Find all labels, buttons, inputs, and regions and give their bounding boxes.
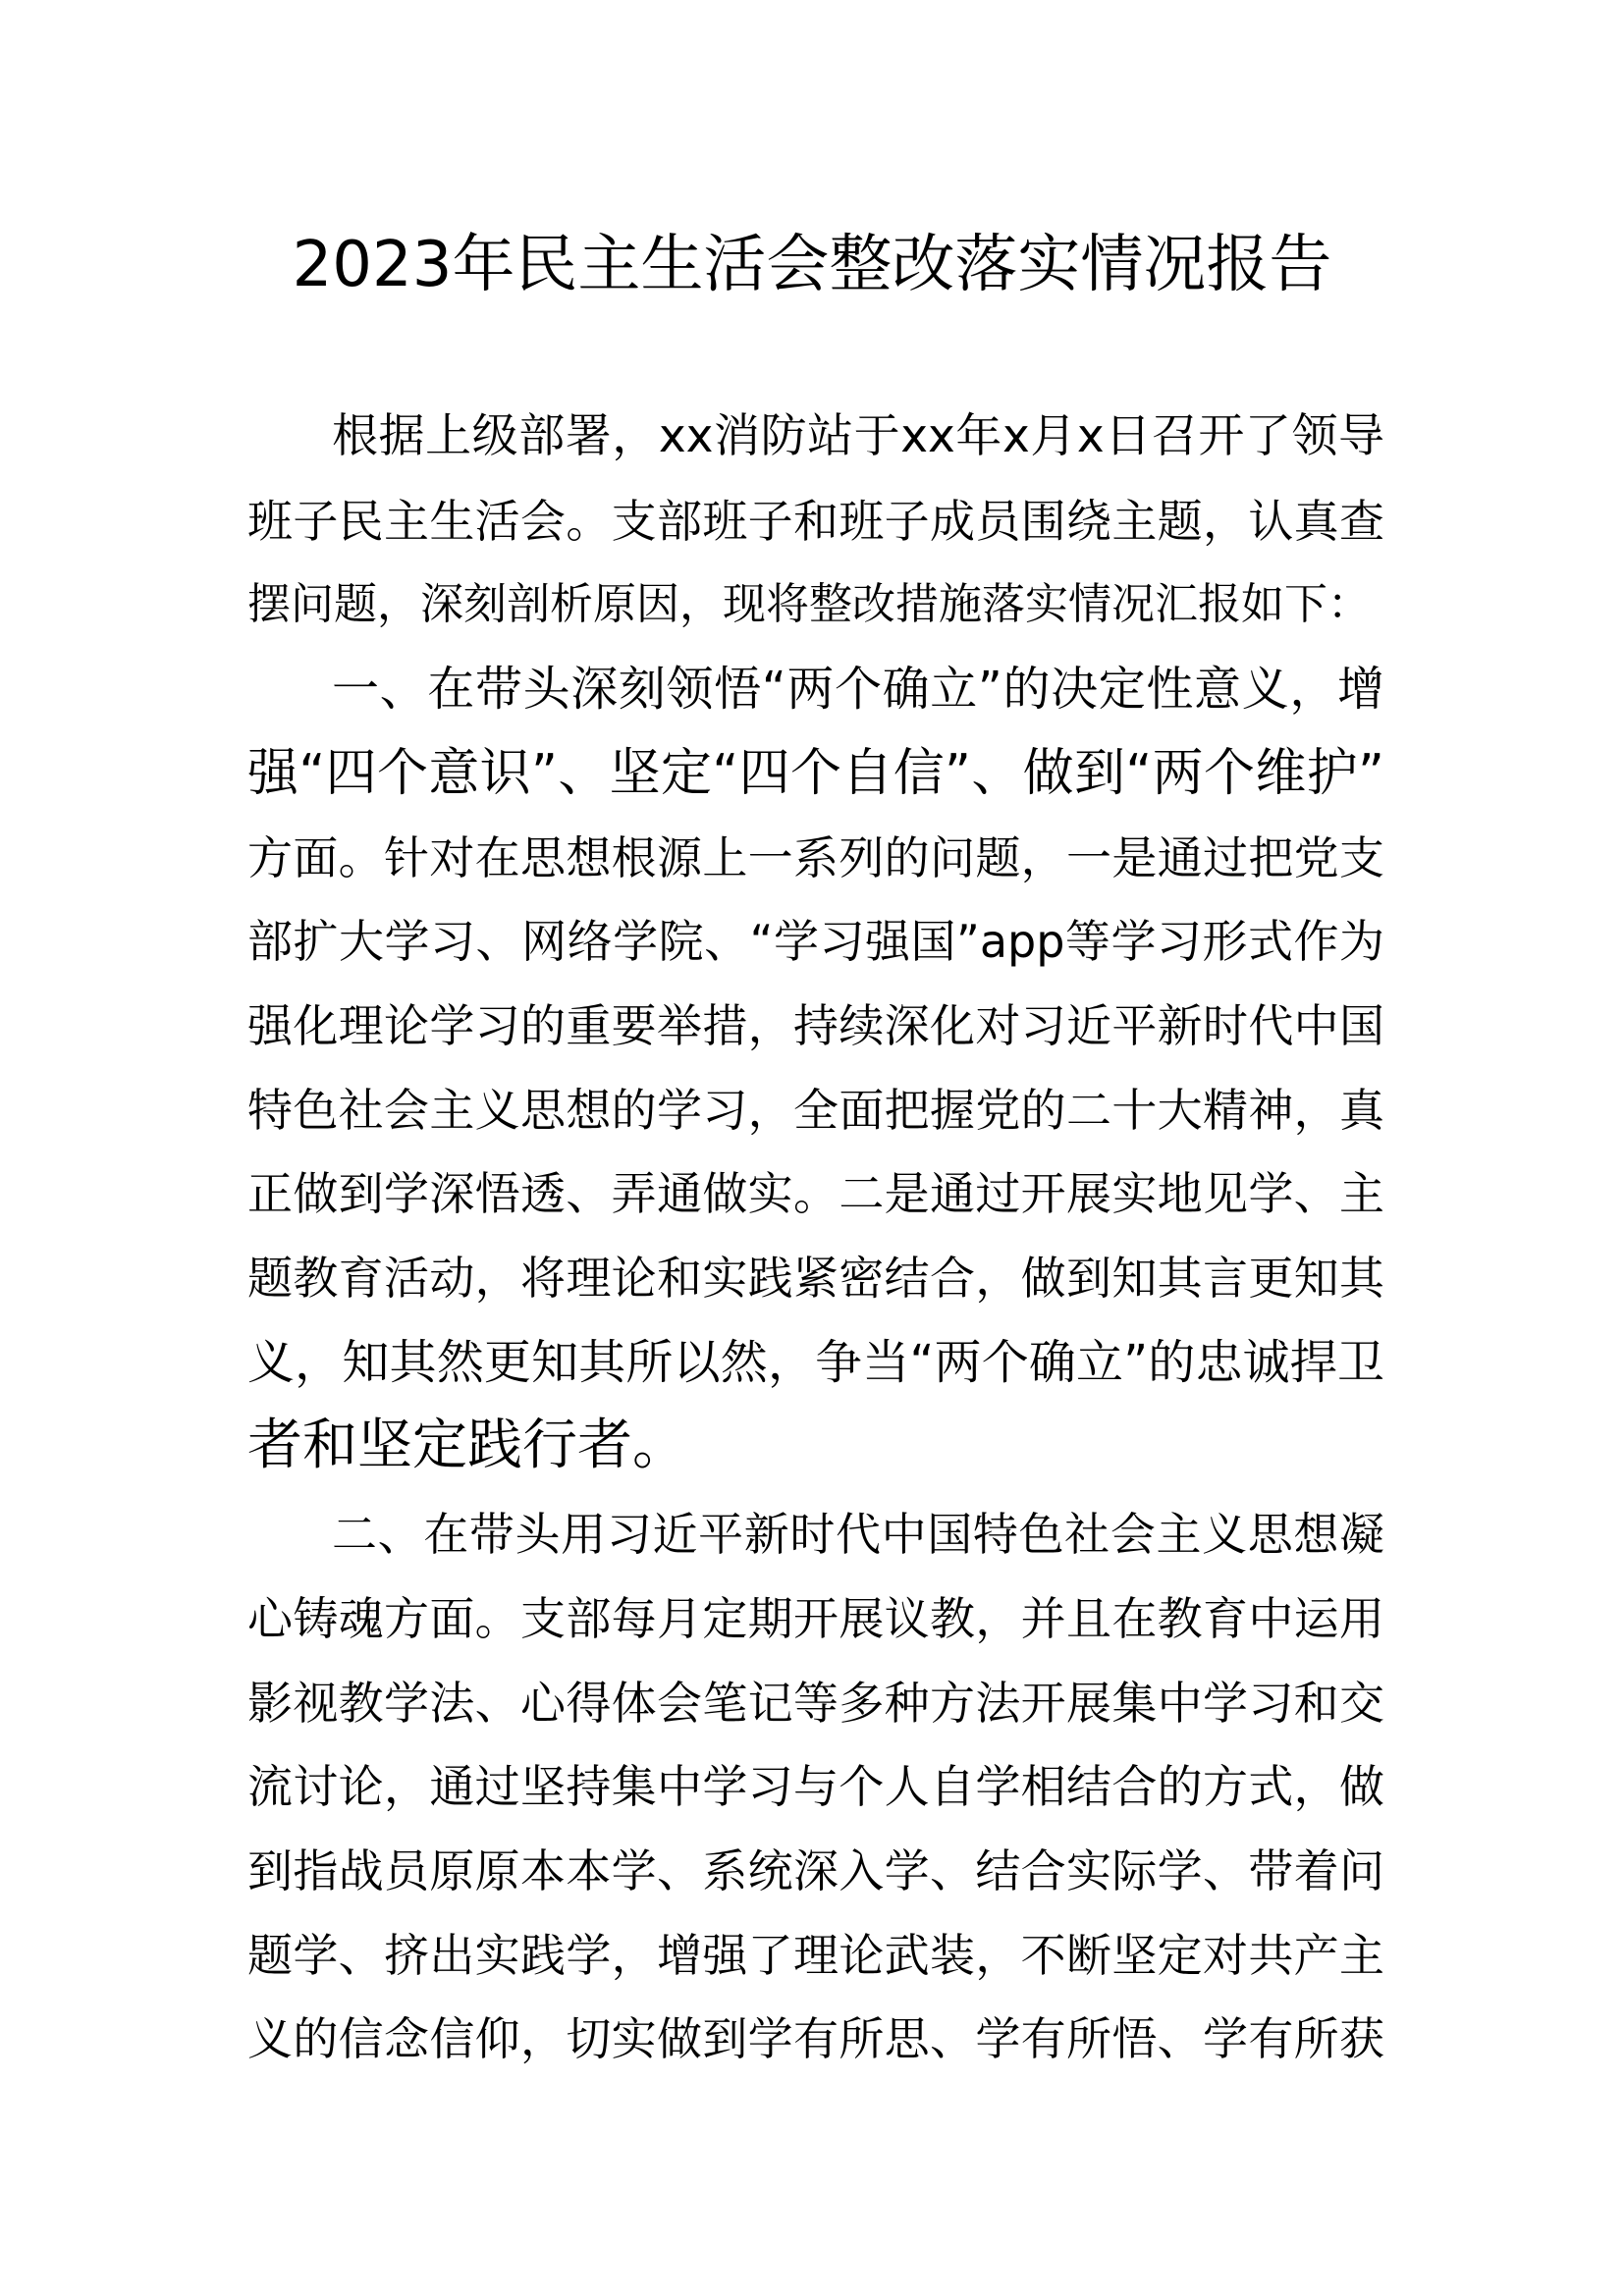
paragraph-line: 心铸魂方面。支部每月定期开展议教，并且在教育中运用 xyxy=(247,1591,1384,1645)
paragraph-line: 根据上级部署，xx消防站于xx年x月x日召开了领导 xyxy=(332,409,1384,463)
paragraph-line: 二、在带头用习近平新时代中国特色社会主义思想凝 xyxy=(332,1508,1384,1562)
paragraph-line: 摆问题，深刻剖析原因，现将整改措施落实情况汇报如下： xyxy=(247,579,1371,630)
paragraph-line: 正做到学深悟透、弄通做实。二是通过开展实地见学、主 xyxy=(247,1167,1384,1221)
paragraph-line: 强“四个意识”、坚定“四个自信”、做到“两个维护” xyxy=(247,743,1384,803)
paragraph-line: 班子民主生活会。支部班子和班子成员围绕主题，认真查 xyxy=(247,494,1384,548)
paragraph-line: 到指战员原原本本学、系统深入学、结合实际学、带着问 xyxy=(247,1843,1384,1897)
paragraph-line: 题教育活动，将理论和实践紧密结合，做到知其言更知其 xyxy=(247,1252,1384,1305)
document-title: 2023年民主生活会整改落实情况报告 xyxy=(292,229,1332,301)
paragraph-line: 题学、挤出实践学，增强了理论武装，不断坚定对共产主 xyxy=(247,1928,1384,1982)
paragraph-line: 流讨论，通过坚持集中学习与个人自学相结合的方式，做 xyxy=(247,1760,1384,1814)
paragraph-line: 部扩大学习、网络学院、“学习强国”app等学习形式作为 xyxy=(247,915,1384,969)
paragraph-line: 方面。针对在思想根源上一系列的问题，一是通过把党支 xyxy=(247,830,1384,884)
paragraph-line: 者和坚定践行者。 xyxy=(247,1414,687,1478)
paragraph-line: 义的信念信仰，切实做到学有所思、学有所悟、学有所获 xyxy=(247,2012,1384,2066)
paragraph-line: 影视教学法、心得体会笔记等多种方法开展集中学习和交 xyxy=(247,1676,1384,1730)
paragraph-line: 义，知其然更知其所以然，争当“两个确立”的忠诚捍卫 xyxy=(247,1334,1384,1390)
paragraph-line: 一、在带头深刻领悟“两个确立”的决定性意义，增 xyxy=(332,662,1384,718)
paragraph-line: 特色社会主义思想的学习，全面把握党的二十大精神，真 xyxy=(247,1083,1384,1137)
paragraph-line: 强化理论学习的重要举措，持续深化对习近平新时代中国 xyxy=(247,998,1384,1052)
